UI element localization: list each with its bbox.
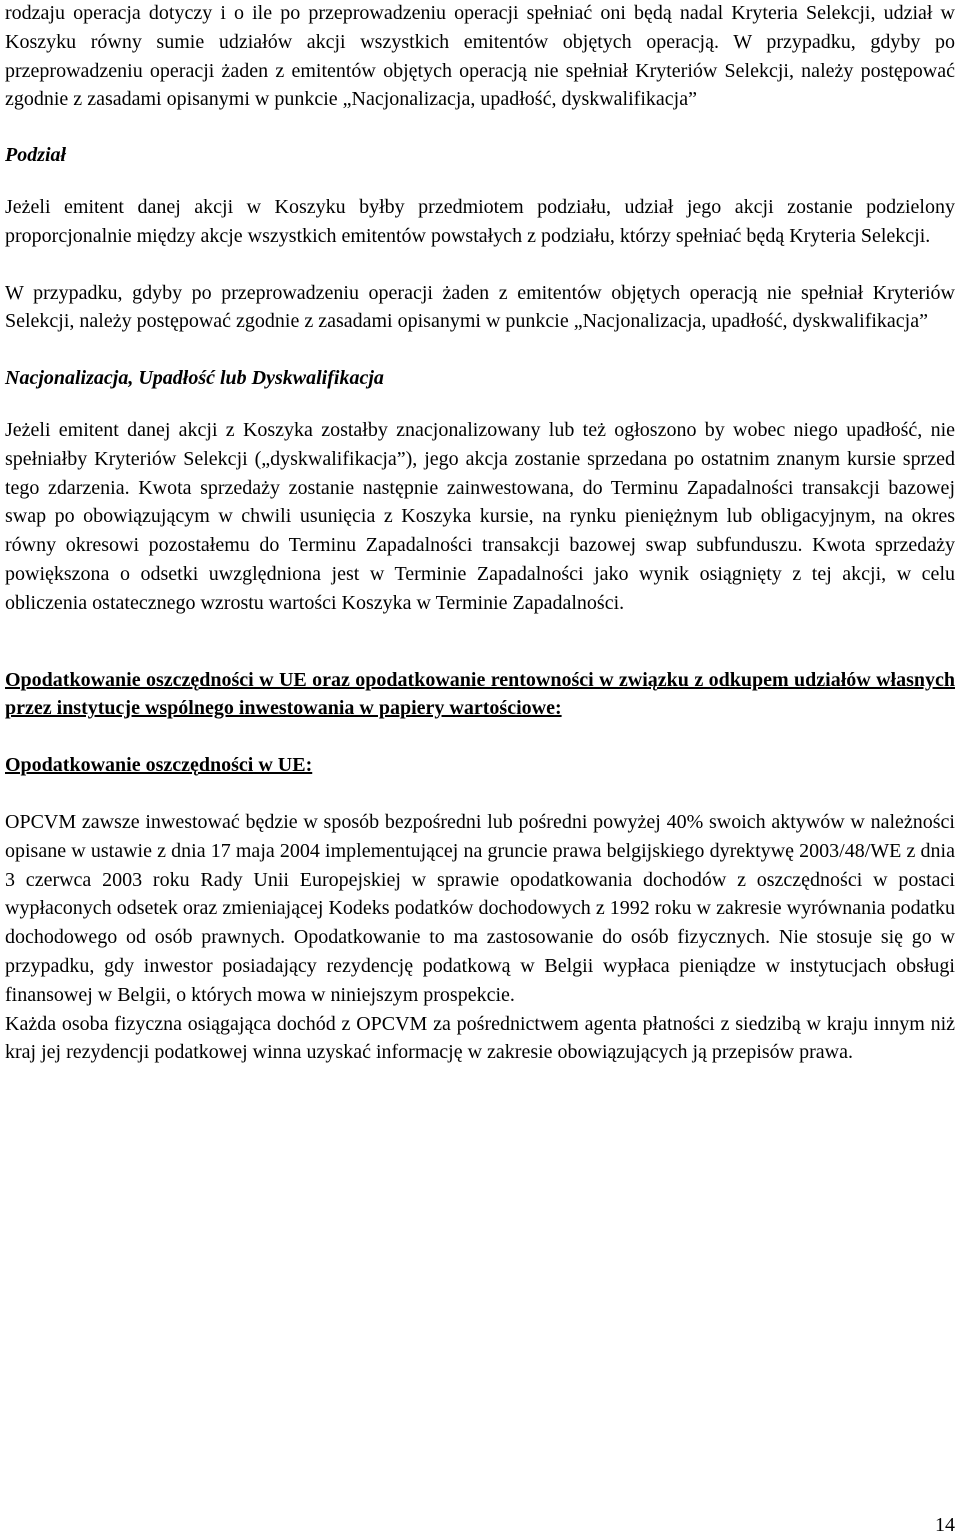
subsection-heading-opodatkowanie-ue: Opodatkowanie oszczędności w UE: xyxy=(5,754,313,777)
podzial-paragraph-2: W przypadku, gdyby po przeprowadzeniu operacji żaden z emitentów objętych operacją nie spełniał Kryteriów Selekcji, należy postępować zgodnie z zasadami opisanymi w punkcie „Nacjonalizacja, upadłość, dyskwalifikacja” xyxy=(5,281,955,333)
section-heading-opodatkowanie: Opodatkowanie oszczędności w UE oraz opodatkowanie rentowności w związku z odkupem udziałów własnych przez instytucje wspólnego inwestowania w papiery wartościowe: xyxy=(5,668,955,720)
section-heading-podzial: Podział xyxy=(5,144,67,167)
opodatkowanie-paragraph-2: Każda osoba fizyczna osiągająca dochód z OPCVM za pośrednictwem agenta płatności z siedzibą w kraju innym niż kraj jej rezydencji podatkowej winna uzyskać informację w zakresie obowiązujących ją przepisów prawa. xyxy=(5,1012,955,1064)
podzial-paragraph-1: Jeżeli emitent danej akcji w Koszyku byłby przedmiotem podziału, udział jego akcji zostanie podzielony proporcjonalnie między akcje wszystkich emitentów powstałych z podziału, którzy spełniać będą Kryteria Selekcji. xyxy=(5,195,955,247)
nacjonalizacja-paragraph: Jeżeli emitent danej akcji z Koszyka zostałby znacjonalizowany lub też ogłoszono by wobec niego upadłość, nie spełniałby Kryteriów Selekcji („dyskwalifikacja”), jego akcja zostanie sprzedana po ostatnim znanym kursie sprzed tego zdarzenia. Kwota sprzedaży zostanie następnie zainwestowana, do Terminu Zapadalności transakcji bazowej swap po obowiązującym w chwili usunięcia z Koszyka kursie, na rynku pieniężnym lub obligacyjnym, na okres równy okresowi pozostałemu do Terminu Zapadalności transakcji bazowej swap subfunduszu. Kwota sprzedaży powiększona o odsetki uwzględniona jest w Terminie Zapadalności jako wynik osiągnięty z tej akcji, w celu obliczenia ostatecznego wzrostu wartości Koszyka w Terminie Zapadalności. xyxy=(5,418,955,614)
page-number: 14 xyxy=(935,1514,955,1536)
section-heading-nacjonalizacja: Nacjonalizacja, Upadłość lub Dyskwalifikacja xyxy=(5,367,384,390)
opodatkowanie-paragraph-1: OPCVM zawsze inwestować będzie w sposób bezpośredni lub pośredni powyżej 40% swoich aktywów w należności opisane w ustawie z dnia 17 maja 2004 implementującej na gruncie prawa belgijskiego dyrektywę 2003/48/WE z dnia 3 czerwca 2003 roku Rady Unii Europejskiej w sprawie opodatkowania dochodów z oszczędności w postaci wypłaconych odsetek oraz zmieniającej Kodeks podatków dochodowych z 1992 roku w zakresie wyrównania podatku dochodowego od osób prawnych. Opodatkowanie to ma zastosowanie do osób fizycznych. Nie stosuje się go w przypadku, gdy inwestor posiadający rezydencję podatkową w Belgii wypłaca pieniądze w instytucjach obsługi finansowej w Belgii, o których mowa w niniejszym prospekcie. xyxy=(5,810,955,1006)
intro-paragraph: rodzaju operacja dotyczy i o ile po przeprowadzeniu operacji spełniać oni będą nadal Kryteria Selekcji, udział w Koszyku równy sumie udziałów akcji wszystkich emitentów objętych operacją. W przypadku, gdyby po przeprowadzeniu operacji żaden z emitentów objętych operacją nie spełniał Kryteriów Selekcji, należy postępować zgodnie z zasadami opisanymi w punkcie „Nacjonalizacja, upadłość, dyskwalifikacja” xyxy=(5,2,955,111)
document-page xyxy=(5,0,955,1067)
